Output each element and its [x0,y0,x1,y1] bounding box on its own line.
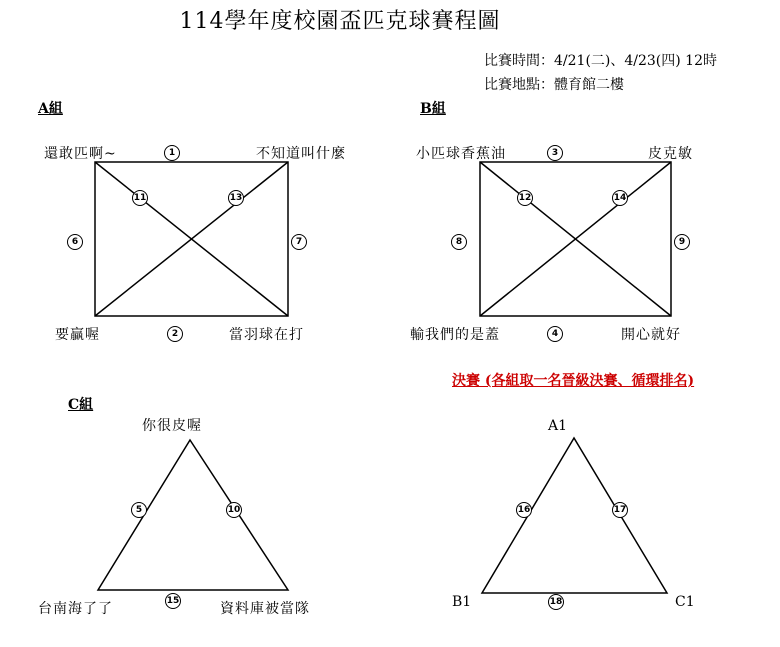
group-c-label: C組 [68,397,94,413]
match-4: 4 [547,326,563,342]
match-venue: 比賽地點：體育館二樓 [484,77,624,93]
match-15: 15 [165,593,181,609]
group-b-label: B組 [420,101,446,117]
match-time: 比賽時間：4/21(二)、4/23(四) 12時 [484,53,717,69]
match-18: 18 [548,594,564,610]
match-12: 12 [517,190,533,206]
group-a-team-3: 要贏喔 [55,327,100,343]
group-a-team-1: 還敢匹啊~ [44,146,117,162]
group-a-team-2: 不知道叫什麼 [256,146,346,162]
match-17: 17 [612,502,628,518]
match-3: 3 [547,145,563,161]
group-c-team-1: 你很皮喔 [142,418,202,434]
group-a-label: A組 [38,101,63,117]
match-8: 8 [451,234,467,250]
group-b-team-4: 開心就好 [621,327,681,343]
final-label: 決賽 (各組取一名晉級決賽、循環排名) [452,373,695,389]
final-triangle [482,438,667,593]
match-5: 5 [131,502,147,518]
group-c-team-3: 資料庫被當隊 [220,601,310,617]
group-b-team-1: 小匹球香蕉油 [416,146,506,162]
group-b-team-2: 皮克敏 [648,146,693,162]
match-16: 16 [516,502,532,518]
match-1: 1 [164,145,180,161]
group-c-team-2: 台南海了了 [38,601,113,617]
page-title: 114學年度校園盃匹克球賽程圖 [179,9,501,34]
match-6: 6 [67,234,83,250]
final-node-c1: C1 [675,594,695,610]
match-2: 2 [167,326,183,342]
final-node-b1: B1 [452,594,472,610]
match-7: 7 [291,234,307,250]
group-b-team-3: 輸我們的是蓋 [410,327,500,343]
match-9: 9 [674,234,690,250]
match-11: 11 [132,190,148,206]
group-a-team-4: 當羽球在打 [229,327,304,343]
group-c-triangle [98,440,288,590]
match-10: 10 [226,502,242,518]
match-14: 14 [612,190,628,206]
match-13: 13 [228,190,244,206]
final-node-a1: A1 [548,418,568,434]
